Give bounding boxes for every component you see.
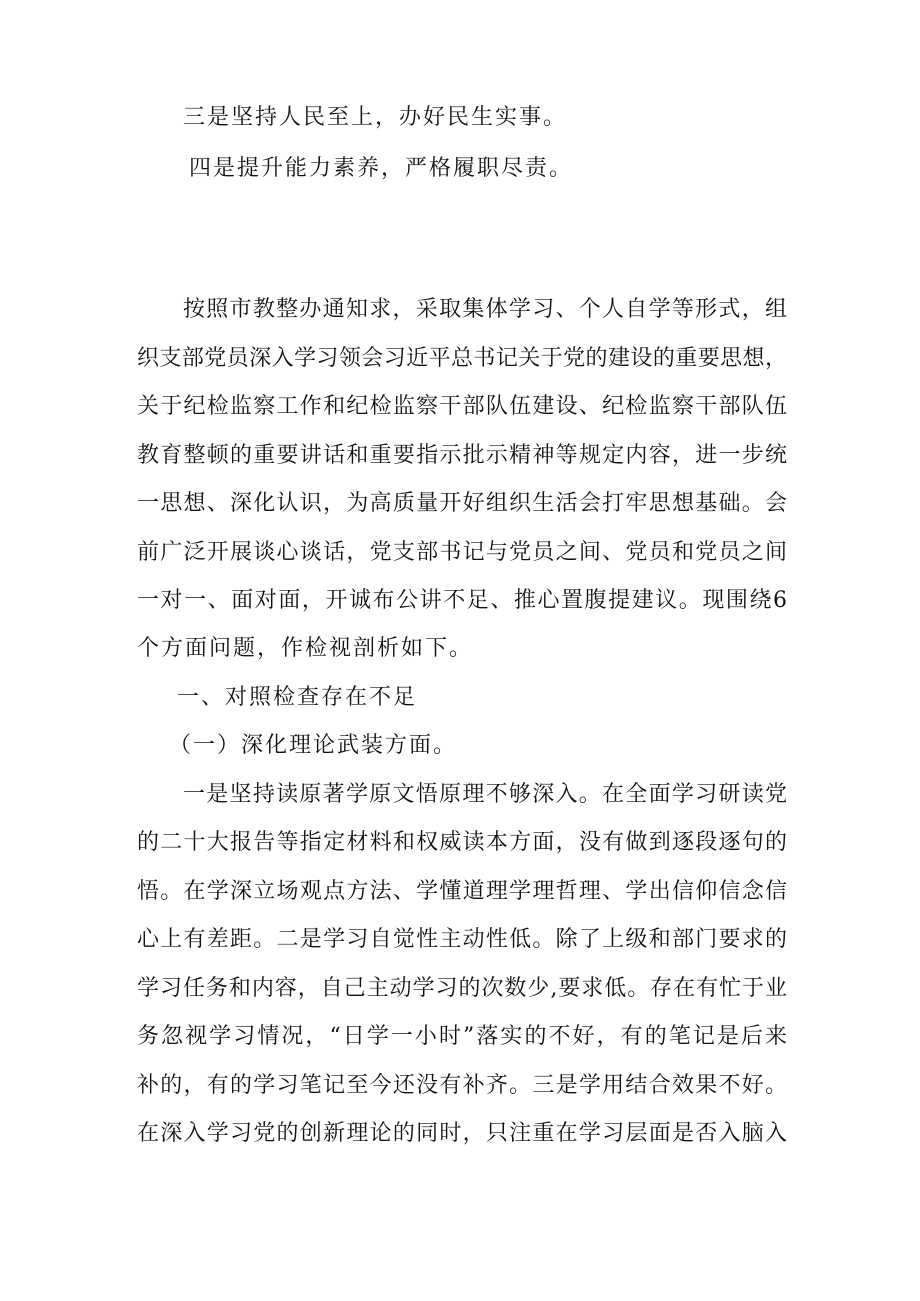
paragraph-body-line-7: 补的，有的学习笔记至今还没有补齐。三是学用结合效果不好。 <box>137 1073 787 1098</box>
paragraph-intro-line-1: 按照市教整办通知求，采取集体学习、个人自学等形式，组 <box>183 297 787 322</box>
paragraph-body-line-4: 心上有差距。二是学习自觉性主动性低。除了上级和部门要求的 <box>137 927 787 952</box>
paragraph-intro-line-6: 前广泛开展谈心谈话，党支部书记与党员之间、党员和党员之间 <box>137 540 787 565</box>
paragraph-body-line-6: 务忽视学习情况，“日学一小时”落实的不好，有的笔记是后来 <box>137 1024 787 1049</box>
paragraph-intro-line-2: 织支部党员深入学习领会习近平总书记关于党的建设的重要思想， <box>137 346 787 371</box>
paragraph-body-line-3: 悟。在学深立场观点方法、学懂道理学理哲理、学出信仰信念信 <box>137 879 787 904</box>
paragraph-intro-line-5: 一思想、深化认识，为高质量开好组织生活会打牢思想基础。会 <box>137 491 787 516</box>
paragraph-body-line-2: 的二十大报告等指定材料和权威读本方面，没有做到逐段逐句的 <box>137 830 787 855</box>
paragraph-intro-line-4: 教育整顿的重要讲话和重要指示批示精神等规定内容，进一步统 <box>137 443 787 468</box>
paragraph-intro-line-7: 一对一、面对面，开诚布公讲不足、推心置腹提建议。现围绕6 <box>137 588 787 613</box>
text-line-1: 三是坚持人民至上，办好民生实事。 <box>183 105 568 130</box>
paragraph-body-line-5: 学习任务和内容，自己主动学习的次数少,要求低。存在有忙于业 <box>137 976 787 1001</box>
section-heading: 一、对照检查存在不足 <box>177 685 418 710</box>
paragraph-intro-line-8: 个方面问题，作检视剖析如下。 <box>137 636 474 661</box>
paragraph-intro-line-3: 关于纪检监察工作和纪检监察干部队伍建设、纪检监察干部队伍 <box>137 394 787 419</box>
paragraph-body-line-1: 一是坚持读原著学原文悟原理不够深入。在全面学习研读党 <box>183 782 787 807</box>
paragraph-body-line-8: 在深入学习党的创新理论的同时，只注重在学习层面是否入脑入 <box>137 1121 787 1146</box>
text-line-2: 四是提升能力素养，严格履职尽责。 <box>189 156 574 181</box>
subsection-heading: （一）深化理论武装方面。 <box>169 733 458 758</box>
